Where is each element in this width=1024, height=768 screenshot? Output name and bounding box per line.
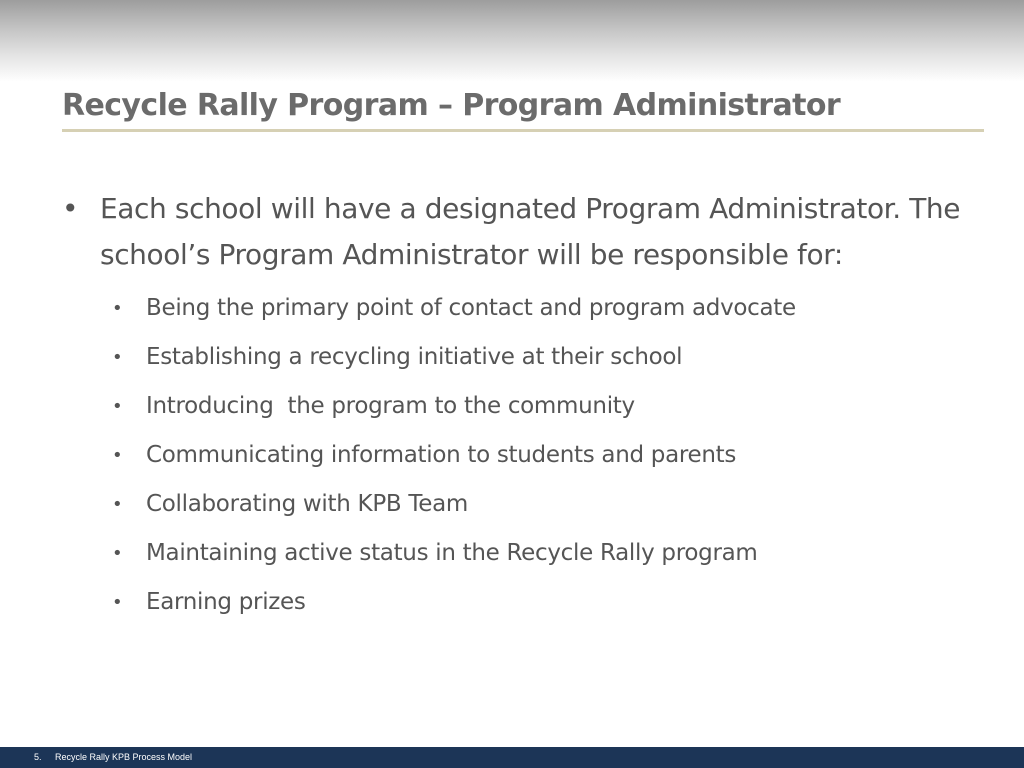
sub-bullet-item bbox=[62, 284, 962, 333]
sub-bullet-text: Earning prizes bbox=[146, 589, 306, 615]
title-underline bbox=[62, 129, 984, 132]
bullet-icon: • bbox=[112, 445, 123, 466]
sub-bullet-text: Establishing a recycling initiative at their school bbox=[146, 344, 683, 370]
sub-bullet-item bbox=[62, 382, 962, 431]
sub-bullet-item bbox=[62, 333, 962, 382]
bullet-icon: • bbox=[112, 543, 123, 564]
sub-bullet-item bbox=[62, 431, 962, 480]
footer-text: Recycle Rally KPB Process Model bbox=[55, 752, 193, 762]
bullet-icon: • bbox=[112, 396, 123, 417]
sub-bullet-item bbox=[62, 529, 962, 578]
slide-number: 5. bbox=[34, 752, 42, 762]
footer-bar bbox=[0, 747, 1024, 768]
main-bullet-item bbox=[62, 186, 962, 278]
sub-bullet-text: Being the primary point of contact and program advocate bbox=[146, 295, 796, 321]
sub-bullet-item bbox=[62, 480, 962, 529]
sub-bullet-item bbox=[62, 578, 962, 627]
sub-bullet-text: Maintaining active status in the Recycle Rally program bbox=[146, 540, 758, 566]
slide-title: Recycle Rally Program – Program Administrator bbox=[62, 88, 841, 123]
bullet-icon: • bbox=[112, 347, 123, 368]
bullet-icon: • bbox=[112, 298, 123, 319]
sub-bullet-text: Communicating information to students and parents bbox=[146, 442, 737, 468]
slide-content bbox=[62, 186, 962, 627]
sub-bullet-text: Collaborating with KPB Team bbox=[146, 491, 468, 517]
header-gradient-band bbox=[0, 0, 1024, 82]
main-bullet-text: Each school will have a designated Program Administrator. The school’s Program Administrator will be responsible for: bbox=[100, 192, 961, 271]
bullet-icon: • bbox=[112, 592, 123, 613]
sub-bullet-list bbox=[62, 284, 962, 627]
bullet-icon: • bbox=[62, 192, 79, 225]
bullet-icon: • bbox=[112, 494, 123, 515]
sub-bullet-text: Introducing the program to the community bbox=[146, 393, 635, 419]
